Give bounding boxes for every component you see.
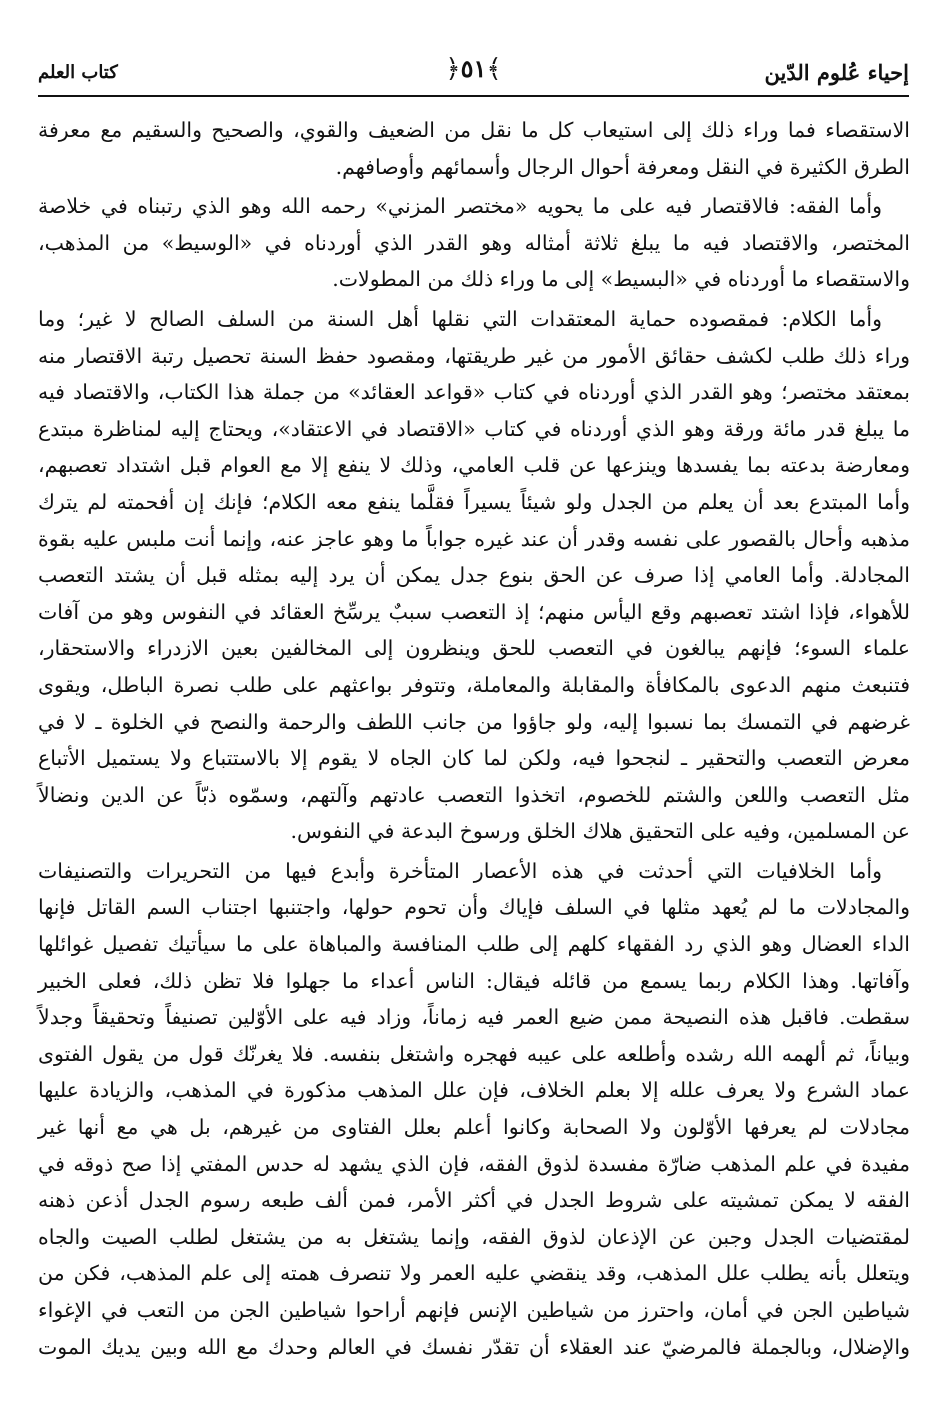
paragraph <box>38 112 910 185</box>
text-line: الطرق الكثيرة في النقل ومعرفة أحوال الرجال وأسمائهم وأوصافهم. <box>335 154 910 179</box>
ornament-left-icon: ﴿ <box>445 54 461 84</box>
text-line: مجادلات لم يعرفها الأوّلون ولا الصحابة وكانوا أعلم بعلل الفتاوى من غيرهم، بل هي مع أنها غير <box>38 1115 910 1140</box>
text-line: عن المسلمين، وفيه على التحقيق هلاك الخلق ورسوخ البدعة في النفوس. <box>290 819 910 844</box>
text-line: الداء العضال وهو الذي رد الفقهاء كلهم إلى طلب المنافسة والمباهاة على ما سيأتيك تفصيل غوائلها <box>38 932 910 957</box>
running-header <box>38 52 909 96</box>
text-line: ويتعلل بأنه يطلب علل المذهب، وقد ينقضي عليه العمر ولا تنصرف همته إلى علم المذهب، فكن من <box>38 1261 910 1286</box>
ornament-right-icon: ﴾ <box>486 54 502 84</box>
text-line: وراء ذلك طلب لكشف حقائق الأمور من غير طريقتها، ومقصود حفظ السنة تحصيل رتبة الاقتصار منه <box>38 343 910 368</box>
text-line: غرضهم في التمسك بما نسبوا إليه، ولو جاؤوا من جانب اللطف والرحمة والنصح في الخلوة ـ لا في <box>38 709 910 734</box>
text-line: والإضلال، وبالجملة فالمرضيّ عند العقلاء أن تقدّر نفسك في العالم وحدك مع الله وبين يديك الموت <box>38 1334 910 1359</box>
text-line: معرض التعصب والتحقير ـ لنجحوا فيه، ولكن لما كان الجاه لا يقوم إلا بالاستتباع ولا يستميل الأتباع <box>38 746 910 771</box>
paragraph <box>38 301 910 850</box>
section-title: كتاب العلم <box>38 62 118 83</box>
text-line: والاستقصاء ما أوردناه في «البسيط» إلى ما وراء ذلك من المطولات. <box>332 267 910 292</box>
page-number: ٥١ <box>460 54 487 83</box>
text-line: الفقه لا يمكن تمشيته على شروط الجدل في أكثر الأمر، فمن ألف طبعه رسوم الجدل أذعن ذهنه <box>38 1188 910 1213</box>
text-line: بمعتقد مختصر؛ وهو القدر الذي أوردناه في كتاب «قواعد العقائد» من جملة هذا الكتاب، والاقتصاد فيه <box>38 380 910 405</box>
text-line: وأما الفقه: فالاقتصار فيه على ما يحويه «مختصر المزني» رحمه الله وهو الذي رتبناه في خلاصة <box>38 194 882 219</box>
text-line: علماء السوء؛ فإنهم يبالغون في التعصب للحق وينظرون إلى المخالفين بعين الازدراء والاستحقار، <box>38 636 910 661</box>
paragraph <box>38 188 910 298</box>
text-line: مثل التعصب واللعن والشتم للخصوم، اتخذوا التعصب عادتهم وآلتهم، وسمّوه ذبّاً عن الدين ونضالاً <box>38 782 910 807</box>
text-line: ومعارضة بدعته بما يفسدها وينزعها عن قلب العامي، وذلك لا ينفع إلا مع العوام قبل اشتداد تعصبهم، <box>38 453 910 478</box>
text-line: فتنبعث منهم الدعوى بالمكافأة والمقابلة والمعاملة، وتتوفر بواعثهم على طلب نصرة الباطل، ويقوى <box>38 672 910 697</box>
text-line: شياطين الجن في أمان، واحترز من شياطين الإنس فإنهم أراحوا شياطين الجن من التعب في الإغواء <box>38 1298 910 1322</box>
text-line: وأما الخلافيات التي أحدثت في هذه الأعصار المتأخرة وأبدع فيها من التحريرات والتصنيفات <box>38 858 882 883</box>
text-line: المجادلة. وأما العامي إذا صرف عن الحق بنوع جدل يمكن أن يرد إليه بمثله قبل أن يشتد التعصب <box>38 563 910 588</box>
text-line: للأهواء، فإذا اشتد تعصبهم وقع اليأس منهم؛ إذ التعصب سببٌ يرسِّخ العقائد في النفوس وهو من آفات <box>38 599 910 624</box>
text-line: ما يبلغ قدر مائة ورقة وهو الذي أوردناه في كتاب «الاقتصاد في الاعتقاد»، ويحتاج إليه لمناظرة مبتدع <box>38 416 910 441</box>
page-body <box>38 112 910 1365</box>
page-number-box <box>445 54 501 84</box>
text-line: عماد الشرع ولا يعرف علله إلا بعلم الخلاف، فإن علل المذهب مذكورة في المذهب، والزيادة عليها <box>38 1078 910 1103</box>
text-line: المختصر، والاقتصاد فيه ما يبلغ ثلاثة أمثاله وهو القدر الذي أوردناه في «الوسيط» من المذهب، <box>38 230 910 255</box>
header-rule <box>38 95 909 97</box>
paragraph <box>38 853 910 1365</box>
text-line: والمجادلات ما لم يُعهد مثلها في السلف فإياك وأن تحوم حولها، واجتنبها اجتناب السم القاتل فإنها <box>38 895 910 920</box>
text-line: لمقتضيات الجدل وجبن عن الإذعان لذوق الفقه، وإنما يشتغل به من يشتغل لطلب الصيت والجاه <box>38 1224 910 1249</box>
text-line: مفيدة في علم المذهب ضارّة مفسدة لذوق الفقه، فإن الذي يشهد له حدس المفتي إذا صح ذوقه في <box>38 1151 910 1176</box>
text-line: وآفاتها. وهذا الكلام ربما يسمع من قائله فيقال: الناس أعداء ما جهلوا فلا تظن ذلك، فعلى الخبير <box>38 968 910 993</box>
book-title: إحياء عُلوم الدّين <box>764 60 909 85</box>
text-line: مذهبه وأحال بالقصور على نفسه وقدر أن عند غيره جواباً ما وهو عاجز عنه، وإنما أنت ملبس عليه بقوة <box>38 526 910 551</box>
text-line: الاستقصاء فما وراء ذلك إلى استيعاب كل ما نقل من الضعيف والقوي، والصحيح والسقيم مع معرفة <box>38 118 910 142</box>
text-line: وأما الكلام: فمقصوده حماية المعتقدات التي نقلها أهل السنة من السلف الصالح لا غير؛ وما <box>38 306 882 331</box>
text-line: سقطت. فاقبل هذه النصيحة ممن ضيع العمر فيه زماناً، وزاد فيه على الأوّلين تصنيفاً وتحقيقاً وجدلاً <box>38 1005 910 1030</box>
text-line: وبياناً، ثم ألهمه الله رشده وأطلعه على عيبه فهجره واشتغل بنفسه. فلا يغرنّك قول من يقول الفتوى <box>38 1041 910 1066</box>
text-line: وأما المبتدع بعد أن يعلم من الجدل ولو شيئاً يسيراً فقلَّما ينفع معه الكلام؛ فإنك إن أفحمته لم يترك <box>38 489 910 514</box>
